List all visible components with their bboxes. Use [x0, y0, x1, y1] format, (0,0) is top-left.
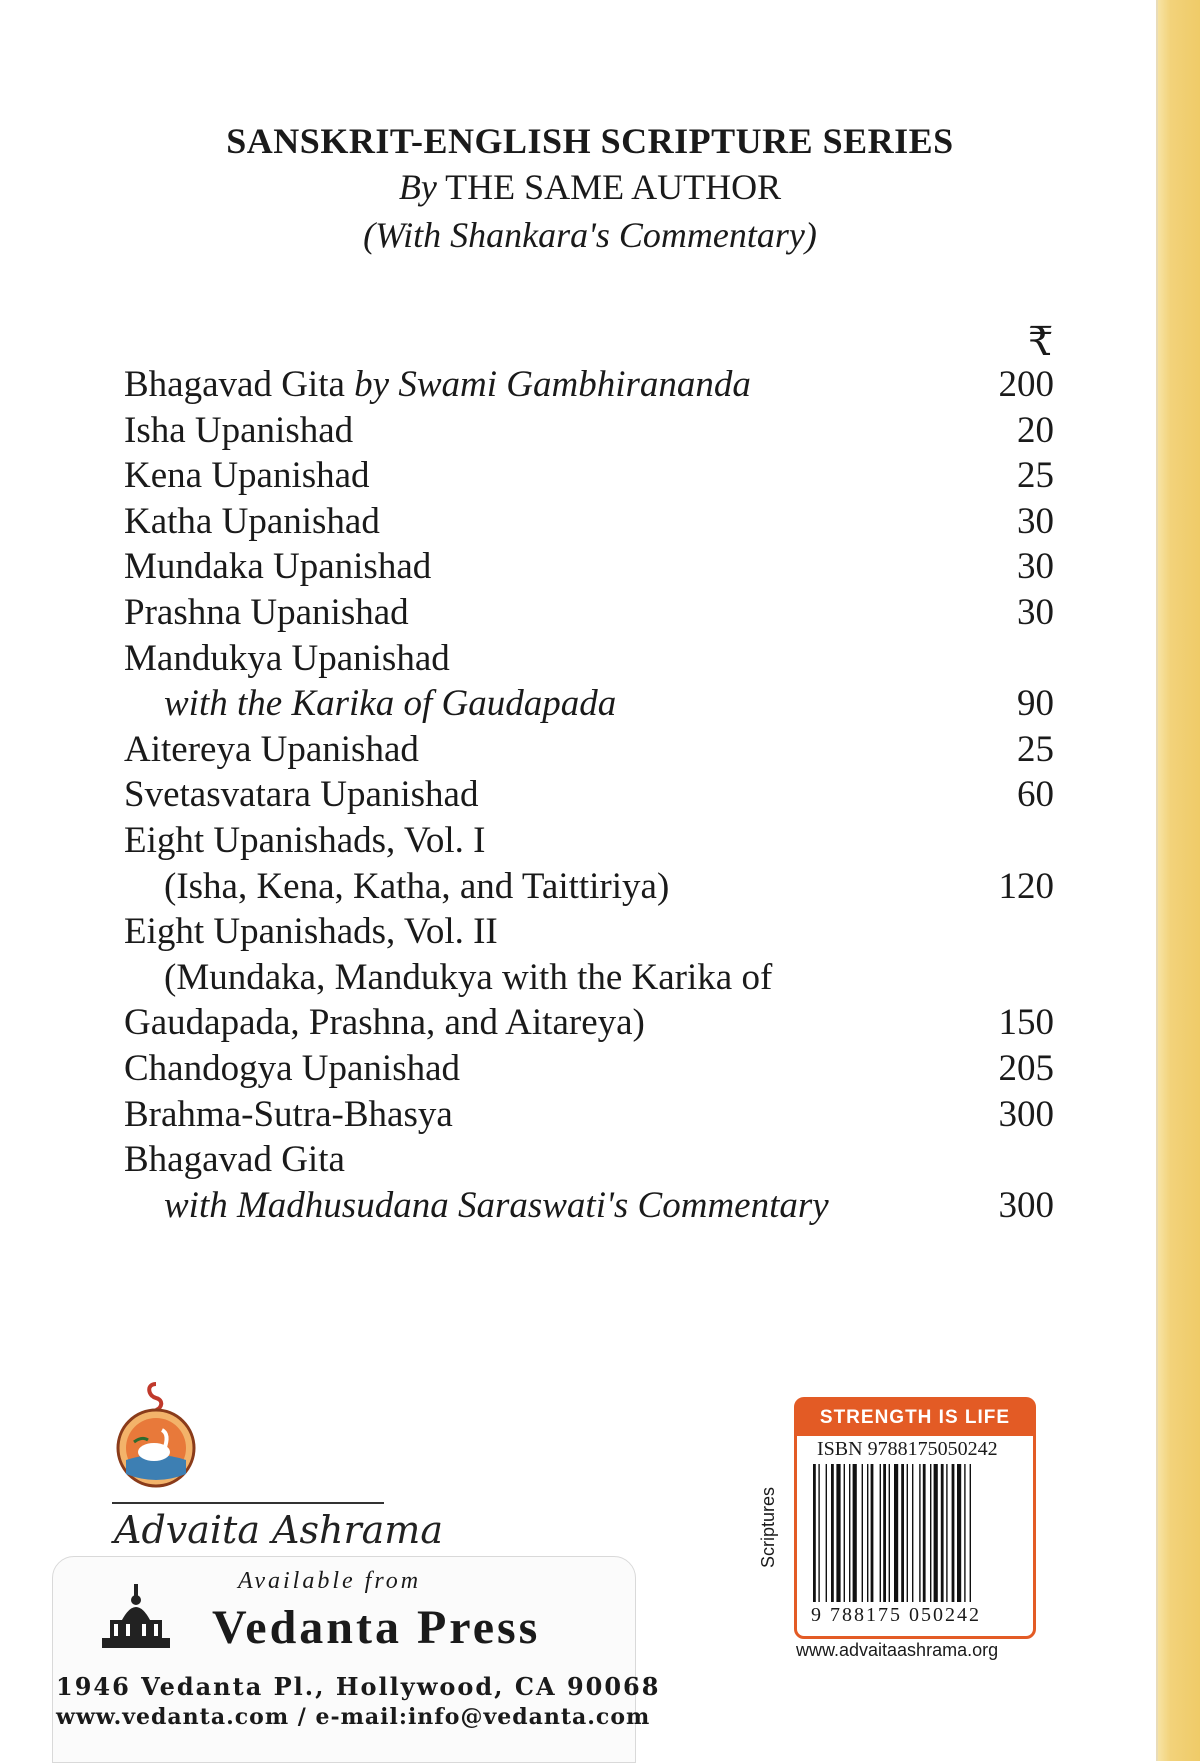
- book-price: 30: [1017, 591, 1054, 633]
- book-title: [124, 544, 431, 590]
- tagline-banner: STRENGTH IS LIFE: [797, 1400, 1033, 1436]
- book-title-text: Eight Upanishads, Vol. II: [124, 911, 498, 953]
- distributor-name: Vedanta Press: [212, 1601, 541, 1654]
- series-header: [0, 118, 1180, 260]
- book-catalog: [124, 362, 1054, 1228]
- book-price: 20: [1017, 409, 1054, 451]
- series-title: SANSKRIT-ENGLISH SCRIPTURE SERIES: [226, 121, 954, 161]
- book-title-text: with Madhusudana Saraswati's Commentary: [164, 1184, 829, 1226]
- book-title: [124, 727, 419, 773]
- publisher-website: www.advaitaashrama.org: [796, 1640, 999, 1660]
- catalog-row: [124, 1000, 1054, 1046]
- book-title: [124, 590, 409, 636]
- temple-icon: [96, 1580, 176, 1656]
- ashrama-swan-emblem-icon: [112, 1378, 200, 1488]
- spine-edge: [1158, 0, 1200, 1761]
- book-title: [164, 955, 772, 1001]
- book-title: [164, 681, 616, 727]
- book-title-text: Bhagavad Gita: [124, 364, 355, 405]
- book-title-text: with the Karika of Gaudapada: [164, 683, 617, 725]
- catalog-row: [124, 362, 1054, 408]
- book-title-text: Brahma-Sutra-Bhasya: [124, 1093, 453, 1135]
- commentary-note: (With Shankara's Commentary): [363, 215, 817, 255]
- book-title: [124, 453, 370, 499]
- catalog-row: [124, 955, 1054, 1001]
- barcode-panel: [794, 1397, 1036, 1639]
- distributor-contact: www.vedanta.com / e-mail:info@vedanta.com: [56, 1704, 651, 1730]
- book-title-text: Svetasvatara Upanishad: [124, 774, 479, 816]
- book-title: [124, 1092, 453, 1138]
- isbn-text: ISBN 9788175050242: [817, 1438, 998, 1460]
- book-price: 200: [998, 364, 1054, 405]
- book-title-text: Kena Upanishad: [124, 455, 370, 497]
- catalog-row: [124, 772, 1054, 818]
- book-title-text: Aitereya Upanishad: [124, 728, 419, 770]
- book-price: 205: [998, 1047, 1054, 1089]
- book-title-text: Mundaka Upanishad: [124, 546, 432, 588]
- currency-symbol: ₹: [1028, 319, 1054, 364]
- catalog-row: [124, 1183, 1054, 1229]
- book-title: [164, 1183, 829, 1229]
- book-title: [124, 499, 380, 545]
- barcode-icon: [811, 1464, 1017, 1602]
- book-price: 30: [1017, 500, 1054, 542]
- book-title: [124, 1046, 460, 1092]
- catalog-row: [124, 499, 1054, 545]
- available-from-label: Available from: [238, 1568, 422, 1594]
- barcode-digits: 9 788175 050242: [811, 1604, 981, 1626]
- book-title-text: (Isha, Kena, Katha, and Taittiriya): [164, 865, 670, 907]
- book-title-text: Gaudapada, Prashna, and Aitareya): [124, 1002, 645, 1044]
- catalog-row: [124, 864, 1054, 910]
- book-price: 25: [1017, 728, 1054, 770]
- book-price: 60: [1017, 774, 1054, 816]
- book-title-text: Chandogya Upanishad: [124, 1047, 461, 1089]
- author-text: THE SAME AUTHOR: [436, 167, 782, 207]
- book-price: 90: [1017, 683, 1054, 725]
- book-title: [164, 864, 669, 910]
- book-title: [124, 1000, 645, 1046]
- catalog-row: [124, 636, 1054, 682]
- by-prefix: By: [398, 167, 437, 207]
- book-title: [124, 818, 485, 864]
- book-title-text: (Mundaka, Mandukya with the Karika of: [164, 956, 773, 998]
- catalog-row: [124, 408, 1054, 454]
- book-title-text: Bhagavad Gita: [124, 1139, 345, 1181]
- catalog-row: [124, 1092, 1054, 1138]
- book-price: 120: [998, 865, 1054, 907]
- book-title-text: Isha Upanishad: [124, 409, 354, 451]
- book-title: [124, 909, 498, 955]
- book-price: 150: [998, 1002, 1054, 1044]
- book-price: 25: [1017, 455, 1054, 497]
- catalog-row: [124, 1137, 1054, 1183]
- author-line: [0, 164, 1180, 210]
- book-title: [124, 772, 478, 818]
- catalog-row: [124, 590, 1054, 636]
- book-title: [124, 408, 353, 454]
- book-translator: by Swami Gambhirananda: [354, 364, 751, 405]
- book-price: 300: [998, 1184, 1054, 1226]
- book-title-text: Mandukya Upanishad: [124, 637, 450, 679]
- catalog-row: [124, 727, 1054, 773]
- book-price: 300: [998, 1093, 1054, 1135]
- catalog-row: [124, 1046, 1054, 1092]
- book-price: 30: [1017, 546, 1054, 588]
- catalog-row: [124, 453, 1054, 499]
- book-title-text: Eight Upanishads, Vol. I: [124, 819, 486, 861]
- catalog-row: [124, 818, 1054, 864]
- book-title-text: Prashna Upanishad: [124, 591, 409, 633]
- book-title: [124, 362, 751, 408]
- book-title: [124, 636, 450, 682]
- catalog-row: [124, 681, 1054, 727]
- distributor-address: 1946 Vedanta Pl., Hollywood, CA 90068: [56, 1672, 661, 1701]
- publisher-name: Advaita Ashrama: [114, 1508, 443, 1552]
- book-title-text: Katha Upanishad: [124, 500, 380, 542]
- logo-divider: [112, 1502, 384, 1504]
- catalog-row: [124, 909, 1054, 955]
- catalog-row: [124, 544, 1054, 590]
- category-label: Scriptures: [758, 1486, 778, 1568]
- book-title: [124, 1137, 345, 1183]
